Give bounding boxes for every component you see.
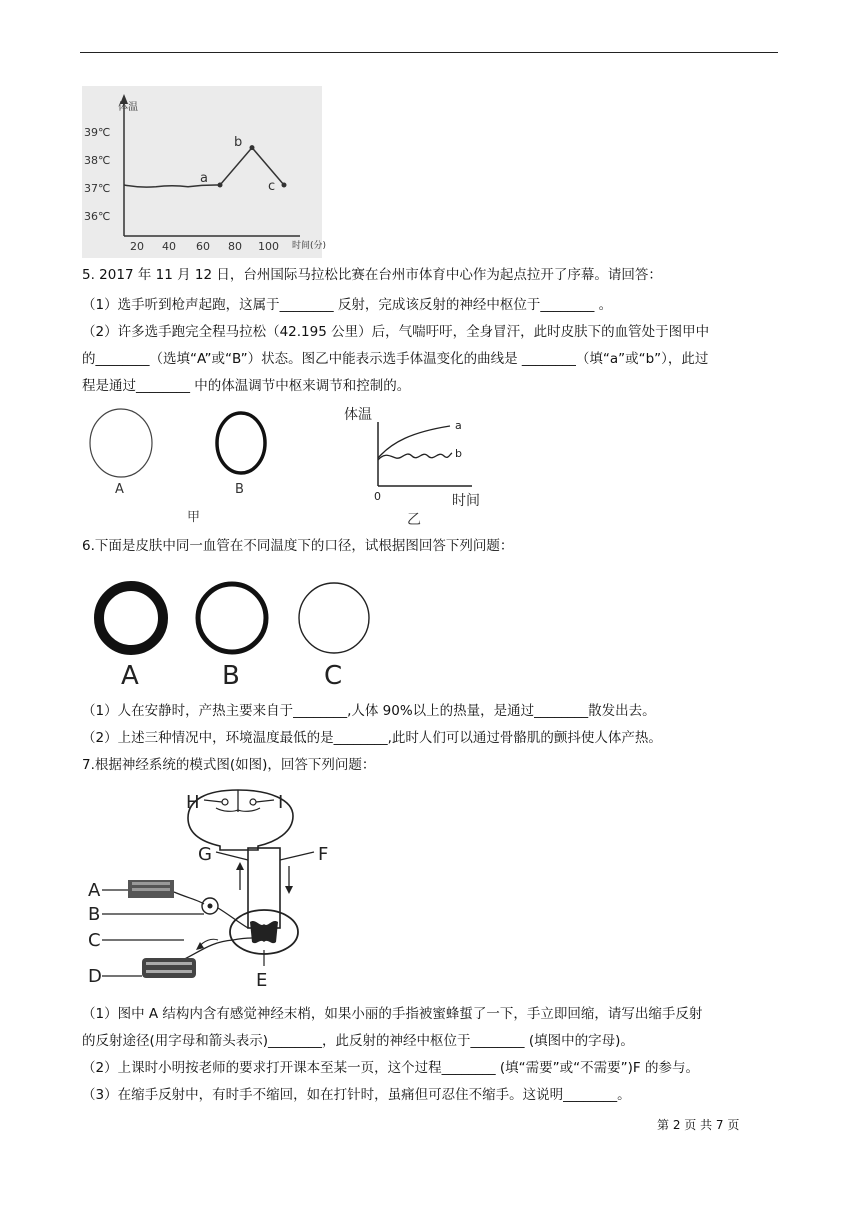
ytick-39: 39℃ [84, 126, 111, 139]
ytick-37: 37℃ [84, 182, 111, 195]
figure-jia-vessels [82, 405, 302, 525]
point-label-a: a [200, 171, 208, 186]
q7-part1-line2: 的反射途径(用字母和箭头表示)________，此反射的神经中枢位于________ (填图中的字母)。 [82, 1033, 634, 1049]
q6-label-c: C [324, 661, 343, 691]
nerve-label-f: F [318, 844, 329, 865]
q7-part1-line1: （1）图中 A 结构内含有感觉神经末梢，如果小丽的手指被蜜蜂蜇了一下，手立即回缩，请写出缩手反射 [82, 1006, 703, 1022]
nerve-label-g: G [198, 844, 212, 865]
q6-label-b: B [222, 661, 240, 691]
figure-jia-caption: 甲 [187, 510, 201, 525]
q6-label-a: A [121, 661, 139, 691]
q7-part2: （2）上课时小明按老师的要求打开课本至某一页，这个过程________ (填“需要”或“不需要”)F 的参与。 [82, 1060, 699, 1076]
yi-curve-a-label: a [455, 419, 462, 432]
nerve-label-a: A [88, 880, 101, 901]
xtick-100: 100 [258, 240, 279, 253]
gray-matter [250, 921, 278, 943]
curve-b-line [378, 453, 452, 460]
q5-stem: 5. 2017 年 11 月 12 日，台州国际马拉松比赛在台州市体育中心作为起点拉开了序幕。请回答： [82, 267, 662, 283]
nerve-label-h: H [186, 792, 200, 813]
point-b [250, 145, 255, 150]
vessel-label-b: B [235, 482, 244, 497]
q5-part2-line3: 程是通过________ 中的体温调节中枢来调节和控制的。 [82, 378, 411, 394]
nerve-label-e: E [256, 970, 268, 991]
nervous-system-diagram [88, 782, 358, 994]
q6-part2: （2）上述三种情况中，环境温度最低的是________,此时人们可以通过骨骼肌的颤抖使人体产热。 [82, 730, 662, 746]
yi-origin: 0 [374, 490, 381, 503]
nerve-label-i: I [278, 792, 284, 813]
chart-xlabel: 时间(分) [292, 241, 327, 251]
point-a [218, 183, 223, 188]
vessel-label-a: A [115, 482, 124, 497]
figure-yi-caption: 乙 [407, 512, 421, 528]
point-label-c: c [268, 179, 276, 194]
figure-yi-temperature-curves [322, 400, 484, 528]
figure-q6-vessels [88, 574, 388, 690]
q5-part2-line2: 的________（选填“A”或“B”）状态。图乙中能表示选手体温变化的曲线是 ________（填“a”或“b”），此过 [82, 351, 709, 367]
yi-ylabel: 体温 [344, 407, 372, 423]
nerve-label-c: C [88, 930, 101, 951]
q6-stem: 6.下面是皮肤中同一血管在不同温度下的口径，试根据图回答下列问题： [82, 538, 514, 554]
xtick-80: 80 [228, 240, 242, 253]
ytick-36: 36℃ [84, 210, 111, 223]
q5-part2-line1: （2）许多选手跑完全程马拉松（42.195 公里）后，气喘吁吁，全身冒汗，此时皮肤下的血管处于图甲中 [82, 324, 710, 340]
yi-curve-b-label: b [455, 447, 462, 460]
page-footer: 第 2 页 共 7 页 [657, 1118, 740, 1132]
point-label-b: b [234, 135, 243, 150]
header-rule [80, 52, 778, 53]
nerve-label-b: B [88, 904, 101, 925]
q7-part3: （3）在缩手反射中，有时手不缩回，如在打针时，虽痛但可忍住不缩手。这说明________。 [82, 1087, 631, 1103]
temperature-line-chart [82, 86, 327, 258]
nerve-label-d: D [88, 966, 102, 987]
curve-a-line [378, 426, 450, 458]
q5-part1: （1）选手听到枪声起跑，这属于________ 反射，完成该反射的神经中枢位于________ 。 [82, 297, 613, 313]
q6-part1: （1）人在安静时，产热主要来自于________,人体 90%以上的热量，是通过________散发出去。 [82, 703, 656, 719]
chart-ylabel: 体温 [118, 102, 138, 113]
effector-d [142, 958, 196, 978]
ytick-38: 38℃ [84, 154, 111, 167]
yi-xlabel: 时间 [452, 493, 480, 509]
point-c [282, 183, 287, 188]
q7-stem: 7.根据神经系统的模式图(如图)，回答下列问题： [82, 757, 376, 773]
xtick-60: 60 [196, 240, 210, 253]
xtick-40: 40 [162, 240, 176, 253]
xtick-20: 20 [130, 240, 144, 253]
